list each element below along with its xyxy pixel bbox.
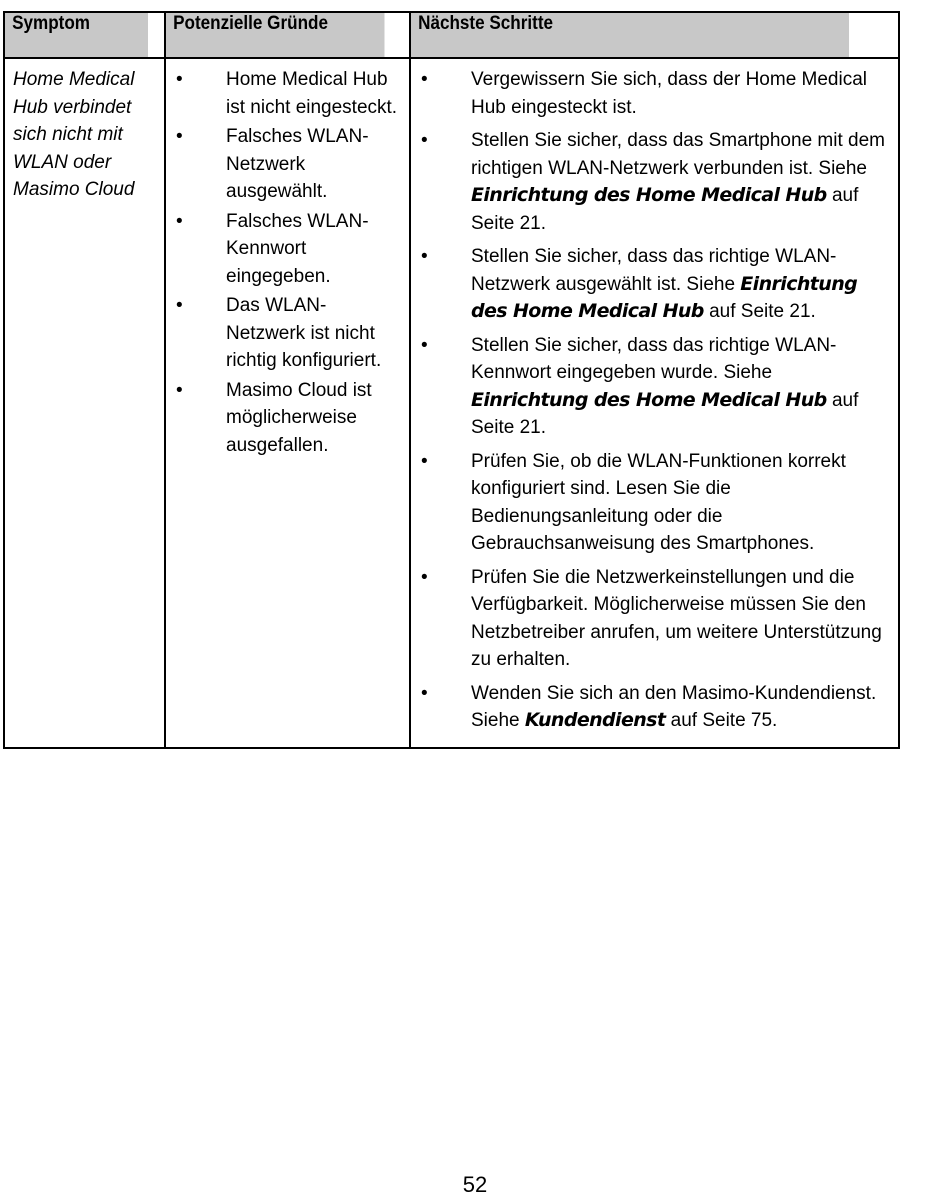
cross-reference-link[interactable]: Kundendienst	[524, 709, 666, 731]
bullet-icon: •	[176, 126, 183, 147]
header-reasons: Potenzielle Gründe	[165, 12, 386, 58]
bullet-icon: •	[421, 682, 428, 704]
list-item	[174, 208, 403, 291]
page-reference: auf Seite 21.	[471, 389, 859, 438]
bullet-icon: •	[421, 246, 428, 267]
list-item	[174, 66, 403, 121]
bullet-icon: •	[176, 69, 183, 90]
steps-cell	[410, 58, 899, 748]
step-text: Wenden Sie sich an den Masimo-Kundendienst. Siehe	[471, 682, 877, 731]
reason-text: Falsches WLAN-Kennwort eingegeben.	[226, 210, 369, 287]
list-item	[419, 127, 892, 237]
reason-text: Falsches WLAN-Netzwerk ausgewählt.	[226, 126, 369, 202]
symptom-text: Home Medical Hub verbindet sich nicht mit WLAN oder Masimo Cloud	[13, 69, 135, 200]
step-text: Stellen Sie sicher, dass das richtige WLAN-Kennwort eingegeben wurde. Siehe	[471, 334, 837, 383]
header-symptom: Symptom	[4, 12, 149, 58]
step-text: Stellen Sie sicher, dass das richtige WLAN-Netzwerk ausgewählt ist. Siehe	[471, 246, 837, 295]
list-item	[419, 680, 892, 735]
bullet-icon: •	[176, 295, 183, 316]
page-reference: auf Seite 75.	[670, 710, 778, 731]
bullet-icon: •	[421, 69, 428, 90]
header-row	[4, 12, 899, 58]
list-item	[174, 377, 403, 460]
steps-list	[419, 66, 892, 735]
list-item	[419, 332, 892, 442]
step-text: Vergewissern Sie sich, dass der Home Medical Hub eingesteckt ist.	[471, 69, 868, 118]
bullet-icon: •	[421, 450, 428, 472]
step-text: Prüfen Sie, ob die WLAN-Funktionen korrekt konfiguriert sind. Lesen Sie die Bedienungsanleitung oder die Gebrauchsanweisung des Smartphones.	[471, 450, 846, 554]
reasons-cell	[165, 58, 410, 748]
header-next-steps: Nächste Schritte	[410, 12, 850, 58]
table-row	[4, 58, 899, 748]
troubleshooting-table	[3, 11, 900, 749]
reason-text: Home Medical Hub ist nicht eingesteckt.	[226, 69, 398, 118]
list-item	[174, 292, 403, 375]
bullet-icon: •	[176, 379, 183, 401]
reasons-list	[174, 66, 403, 459]
list-item	[174, 123, 403, 206]
cross-reference-link[interactable]: Einrichtung des Home Medical Hub	[471, 388, 827, 411]
list-item	[419, 564, 892, 674]
bullet-icon: •	[176, 210, 183, 232]
page-number: 52	[462, 1172, 488, 1197]
bullet-icon: •	[421, 334, 428, 356]
bullet-icon: •	[421, 130, 428, 151]
cross-reference-link[interactable]: Einrichtung des Home Medical Hub	[471, 184, 827, 206]
list-item	[419, 243, 892, 326]
list-item	[419, 66, 892, 121]
step-text: Stellen Sie sicher, dass das Smartphone mit dem richtigen WLAN-Netzwerk verbunden ist. Siehe	[471, 130, 885, 179]
bullet-icon: •	[421, 566, 428, 588]
page-reference: auf Seite 21.	[471, 185, 859, 234]
cross-reference-link[interactable]: Einrichtung des Home Medical Hub	[471, 272, 858, 322]
list-item	[419, 448, 892, 558]
reason-text: Masimo Cloud ist möglicherweise ausgefallen.	[226, 379, 372, 456]
step-text: Prüfen Sie die Netzwerkeinstellungen und die Verfügbarkeit. Möglicherweise müssen Sie den Netzbetreiber anrufen, um weitere Unterstützung zu erhalten.	[471, 566, 882, 670]
symptom-cell	[4, 58, 165, 748]
page-reference: auf Seite 21.	[709, 301, 816, 322]
reason-text: Das WLAN-Netzwerk ist nicht richtig konfiguriert.	[226, 295, 382, 371]
